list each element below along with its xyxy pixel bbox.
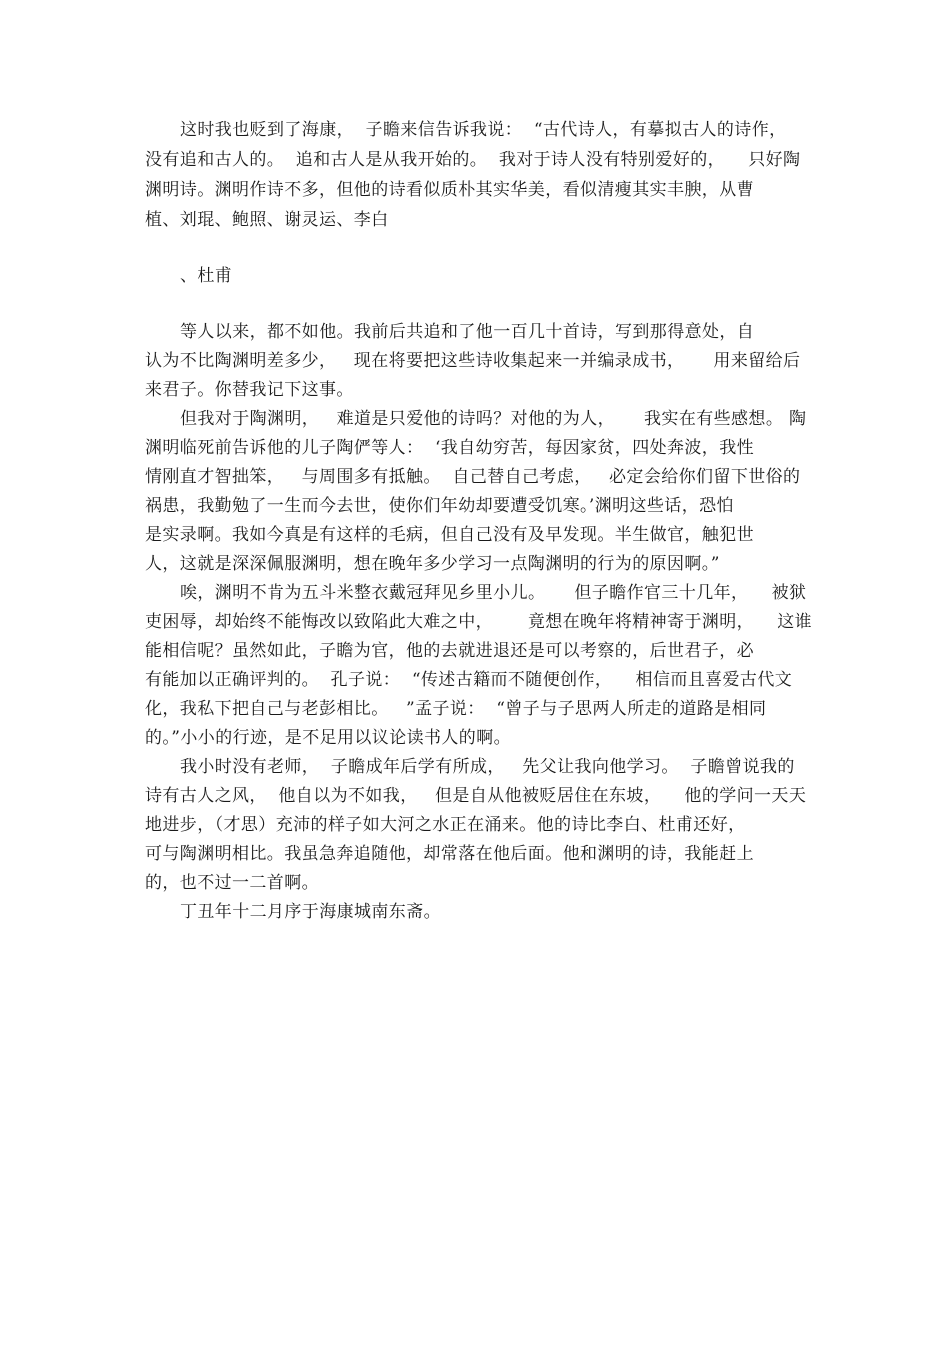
text-line: 有能加以正确评判的。 孔子说： “传述古籍而不随便创作， 相信而且喜爱古代文 [145,670,793,690]
text-line: 渊明诗。渊明作诗不多，但他的诗看似质朴其实华美，看似清瘦其实丰腴，从曹 [145,180,754,200]
text-line: 认为不比陶渊明差多少， 现在将要把这些诗收集起来一并编录成书， 用来留给后 [145,351,801,371]
text-line: 这时我也贬到了海康， 子瞻来信告诉我说： “古代诗人，有摹拟古人的诗作， [180,120,787,140]
text-line: 我小时没有老师， 子瞻成年后学有所成， 先父让我向他学习。 子瞻曾说我的 [180,757,795,777]
text-line: 吏困辱，却始终不能悔改以致陷此大难之中， 竟想在晚年将精神寄于渊明， 这谁 [145,612,813,632]
text-line: 等人以来，都不如他。我前后共追和了他一百几十首诗，写到那得意处，自 [180,322,755,342]
text-line: 的，也不过一二首啊。 [145,873,319,893]
text-line: 的。”小小的行迹，是不足用以议论读书人的啊。 [145,728,511,748]
text-line: 祸患，我勤勉了一生而今去世，使你们年幼却要遭受饥寒。’渊明这些话，恐怕 [145,496,734,516]
text-line: 来君子。你替我记下这事。 [145,380,354,400]
text-line: 唉，渊明不肯为五斗米整衣戴冠拜见乡里小儿。 但子瞻作官三十几年， 被狱 [180,583,807,603]
text-line: 没有追和古人的。 追和古人是从我开始的。 我对于诗人没有特别爱好的， 只好陶 [145,150,801,170]
text-line: 但我对于陶渊明， 难道是只爱他的诗吗？对他的为人， 我实在有些感想。 陶 [180,409,807,429]
text-line: 能相信呢？虽然如此，子瞻为官，他的去就进退还是可以考察的，后世君子，必 [145,641,754,661]
text-line: 可与陶渊明相比。我虽急奔追随他，却常落在他后面。他和渊明的诗，我能赶上 [145,844,754,864]
text-line: 人，这就是深深佩服渊明，想在晚年多少学习一点陶渊明的行为的原因啊。” [145,554,720,574]
text-line: 化，我私下把自己与老彭相比。 ”孟子说： “曾子与子思两人所走的道路是相同 [145,699,767,719]
text-line: 、杜甫 [180,266,233,286]
text-line: 情刚直才智拙笨， 与周围多有抵触。 自己替自己考虑， 必定会给你们留下世俗的 [145,467,801,487]
text-line: 是实录啊。我如今真是有这样的毛病，但自己没有及早发现。半生做官，触犯世 [145,525,754,545]
text-line: 地进步，（才思）充沛的样子如大河之水正在涌来。他的诗比李白、杜甫还好， [145,815,746,835]
text-line: 诗有古人之风， 他自以为不如我， 但是自从他被贬居住在东坡， 他的学问一天天 [145,786,807,806]
text-line: 渊明临死前告诉他的儿子陶俨等人： ‘我自幼穷苦，每因家贫，四处奔波，我性 [145,438,755,458]
text-line: 植、刘琨、鲍照、谢灵运、李白 [145,210,389,230]
text-line: 丁丑年十二月序于海康城南东斋。 [180,902,441,922]
